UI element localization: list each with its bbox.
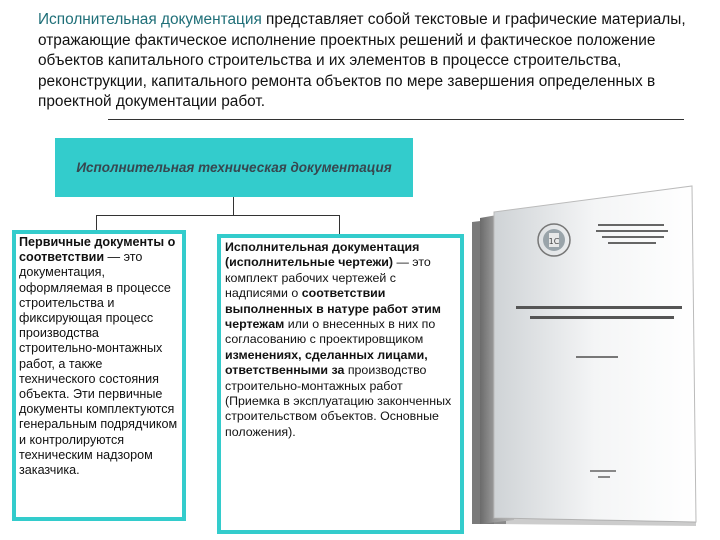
primary-documents-body: — это документация, оформляемая в процессе строительства и фиксирующая процесс производства строительно-монтажных работ, а также технического состояния объекта. Эти первичные документы комплектуются генеральным подрядчиком и контролируются техническим надзором заказчика. (19, 250, 178, 478)
svg-text:1С: 1С (548, 237, 560, 246)
as-built-documentation-card (217, 234, 464, 534)
connector-right-drop (339, 215, 340, 235)
primary-documents-title: Первичные документы о соответствии (19, 235, 176, 265)
as-built-line-1: — это комплект рабочих чертежей с надписями о (225, 255, 431, 301)
as-built-line-3: или о внесенных в них по согласованию с проектировщиком (225, 317, 436, 347)
book-cover-graphic (466, 178, 720, 526)
as-built-line-2: соответствии выполненных в натуре работ этим чертежам (225, 286, 441, 332)
primary-documents-card (12, 230, 186, 521)
as-built-title: Исполнительная документация (исполнительные чертежи) (225, 240, 420, 270)
diagram-root-label: Исполнительная техническая документация (76, 159, 392, 175)
connector-vertical (233, 197, 234, 215)
as-built-line-4: изменениях, сделанных лицами, ответственными за (225, 347, 428, 378)
intro-highlight: Исполнительная документация (38, 11, 262, 28)
connector-left-drop (96, 215, 97, 231)
intro-paragraph (38, 10, 710, 113)
book-subtitle-line (576, 356, 618, 358)
connector-horizontal (96, 215, 339, 216)
as-built-line-6: (Приемка в эксплуатацию законченных строительством объектов. Основные положения). (225, 394, 452, 439)
as-built-line-5: производство строительно-монтажных работ (225, 363, 427, 393)
intro-underline (108, 119, 684, 120)
book-document-image (466, 178, 720, 526)
diagram-root-box (55, 138, 413, 197)
intro-text: представляет собой текстовые и графические материалы, отражающие фактическое исполнение проектных решений и фактическое положение объектов капитального строительства и их элементов в процессе строительства, реконструкции, капитального ремонта объектов по мере завершения определенных в проектной документации работ. (38, 11, 686, 110)
